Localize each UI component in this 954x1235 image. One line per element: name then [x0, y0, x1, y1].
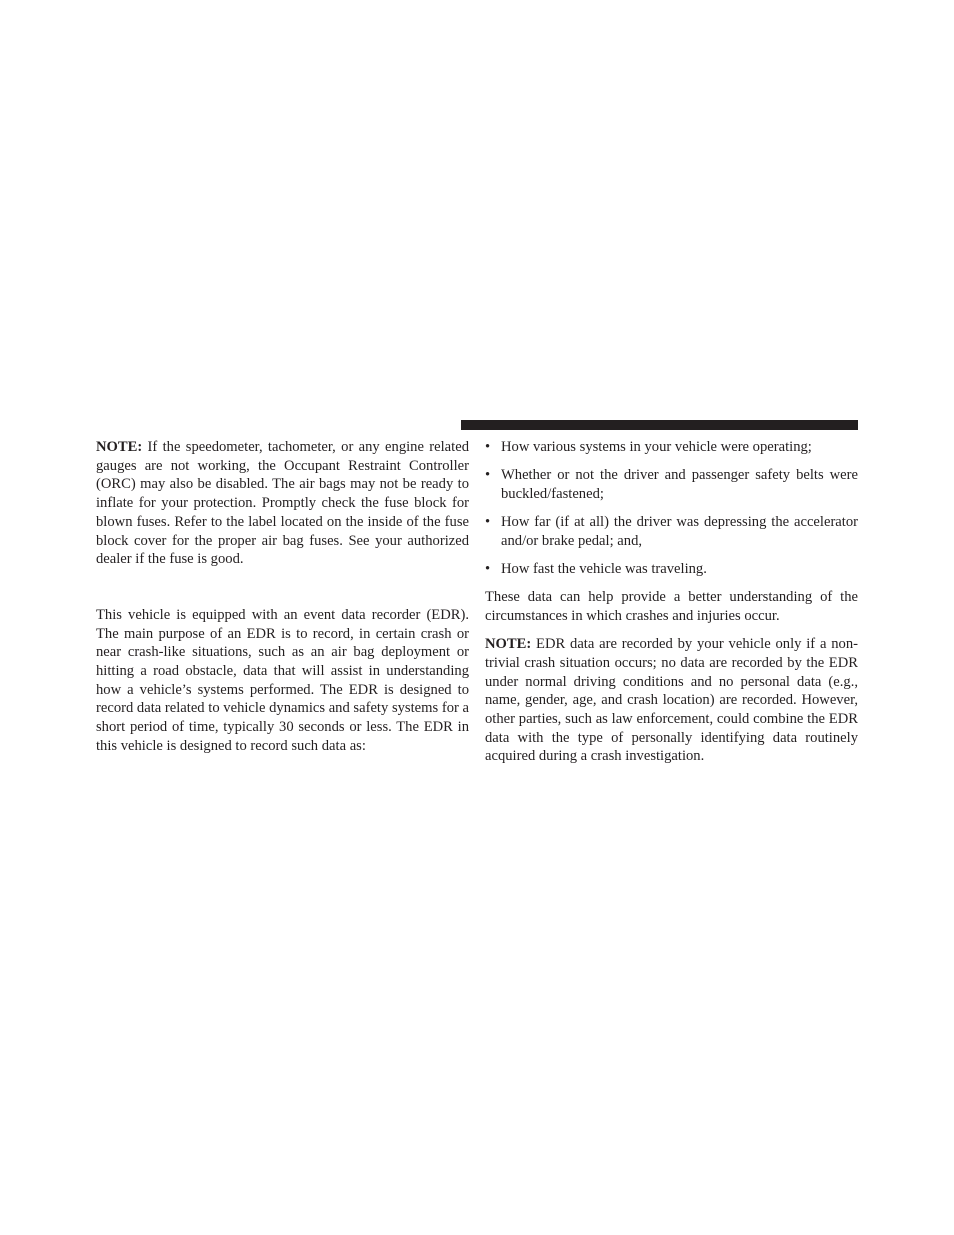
list-item: [485, 438, 858, 457]
summary-paragraph: These data can help provide a better understanding of the circumstances in which crashes and injuries occur.: [485, 589, 858, 624]
list-item-text: How fast the vehicle was traveling.: [501, 561, 707, 578]
list-item: [485, 466, 858, 503]
edr-note-paragraph: [485, 635, 858, 766]
bullet-icon: •: [485, 439, 491, 455]
right-column: [485, 438, 858, 776]
note-label: NOTE:: [96, 439, 143, 455]
list-item: [485, 560, 858, 579]
bullet-icon: •: [485, 561, 491, 578]
list-item-text: How various systems in your vehicle were operating;: [501, 439, 812, 455]
list-item-text: Whether or not the driver and passenger safety belts were buckled/fastened;: [501, 467, 858, 502]
note-text: EDR data are recorded by your vehicle only if a non-trivial crash situation occurs; no data are recorded by the EDR under normal driving conditions and no personal data (e.g., name, gender, age, and crash location) are recorded. However, other parties, such as law enforcement, could combine the EDR data with the type of personally identifying data routinely acquired during a crash investigation.: [485, 636, 858, 765]
edr-intro-paragraph: This vehicle is equipped with an event data recorder (EDR). The main purpose of an EDR is to record, in certain crash or near crash-like situations, such as an air bag deployment or hitting a road obstacle, data that will assist in understanding how a vehicle’s systems performed. The EDR is designed to record data related to vehicle dynamics and safety systems for a short period of time, typically 30 seconds or less. The EDR in this vehicle is designed to record such data as:: [96, 606, 469, 754]
list-item-text: How far (if at all) the driver was depressing the accelerator and/or brake pedal; and,: [501, 514, 858, 549]
bullet-icon: •: [485, 514, 491, 531]
section-gap: [96, 569, 469, 606]
left-column: [96, 438, 469, 756]
note-text: If the speedometer, tachometer, or any engine related gauges are not working, the Occupant Restraint Controller (ORC) may also be disabled. The air bags may not be ready to inflate for your protection. Promptly check the fuse block for blown fuses. Refer to the label located on the inside of the fuse block cover for the proper air bag fuses. See your authorized dealer if the fuse is good.: [96, 439, 469, 568]
section-header-bar: [461, 420, 858, 430]
airbag-note-paragraph: [96, 438, 469, 569]
list-item: [485, 513, 858, 550]
note-label: NOTE:: [485, 636, 532, 653]
edr-data-list: [485, 438, 858, 579]
bullet-icon: •: [485, 467, 491, 484]
